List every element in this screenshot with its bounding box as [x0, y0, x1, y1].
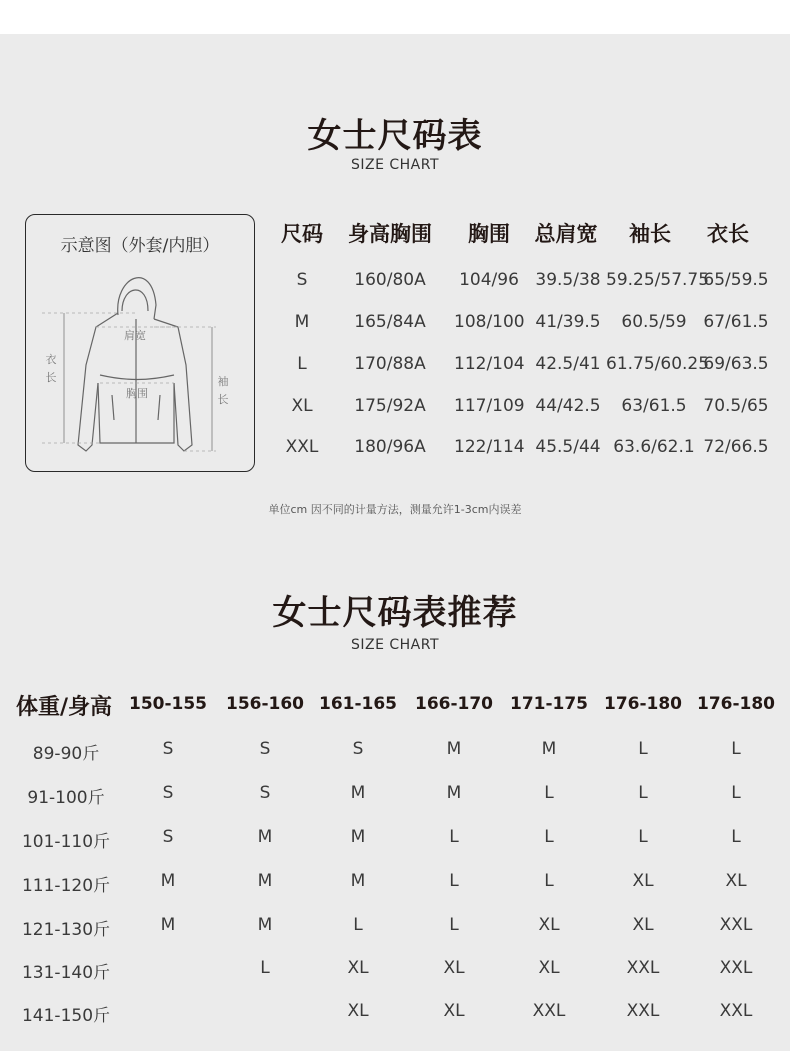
recommended-size-cell: XL [538, 958, 560, 978]
recommended-size-cell: L [638, 783, 648, 803]
sleeve-label: 袖长 [217, 375, 229, 406]
recommended-size-cell: S [162, 827, 174, 847]
weight-height-corner: 体重/身高 [15, 695, 113, 720]
size-cell-length: 67/61.5 [703, 312, 769, 332]
recommended-size-cell: M [257, 871, 273, 891]
size-cell-size: M [294, 312, 310, 332]
weight-range-label: 141-150斤 [21, 1006, 111, 1026]
size-cell-shoulder: 42.5/41 [535, 354, 601, 374]
height-range-header: 161-165 [318, 694, 398, 714]
recommended-size-cell: XXL [719, 958, 753, 978]
recommended-size-cell: M [257, 827, 273, 847]
size-cell-height-chest: 175/92A [354, 396, 426, 416]
size-cell-height-chest: 180/96A [354, 437, 426, 457]
recommended-size-cell: L [544, 871, 554, 891]
size-cell-chest: 117/109 [454, 396, 525, 416]
size-cell-chest: 112/104 [454, 354, 525, 374]
recommended-size-cell: XL [725, 871, 747, 891]
recommended-size-cell: XL [443, 1001, 465, 1021]
recommended-size-cell: S [162, 739, 174, 759]
recommended-size-cell: XXL [626, 958, 660, 978]
recommendation-subtitle: SIZE CHART [350, 637, 440, 653]
recommended-size-cell: XL [347, 1001, 369, 1021]
weight-range-label: 131-140斤 [21, 963, 111, 983]
weight-range-label: 121-130斤 [21, 920, 111, 940]
size-cell-height-chest: 160/80A [354, 270, 426, 290]
size-cell-sleeve: 60.5/59 [621, 312, 687, 332]
recommended-size-cell: XL [443, 958, 465, 978]
size-chart-title: 女士尺码表 [307, 116, 483, 156]
size-cell-height-chest: 165/84A [354, 312, 426, 332]
size-cell-sleeve: 59.25/57.75 [606, 270, 710, 290]
size-cell-chest: 104/96 [459, 270, 519, 290]
recommended-size-cell: M [541, 739, 557, 759]
chest-label: 胸围 [126, 387, 148, 400]
jacket-illustration [26, 215, 254, 471]
content-panel [0, 34, 790, 1051]
diagram-caption: 示意图（外套/内胆） [60, 236, 220, 256]
recommended-size-cell: L [638, 739, 648, 759]
size-cell-length: 70.5/65 [703, 396, 769, 416]
size-cell-sleeve: 63.6/62.1 [613, 437, 695, 457]
recommended-size-cell: XL [632, 915, 654, 935]
recommended-size-cell: M [446, 783, 462, 803]
recommended-size-cell: M [350, 783, 366, 803]
recommended-size-cell: L [353, 915, 363, 935]
recommended-size-cell: L [544, 827, 554, 847]
length-label: 衣长 [45, 353, 57, 384]
shoulder-label: 肩宽 [124, 329, 146, 342]
recommended-size-cell: XL [347, 958, 369, 978]
weight-range-label: 101-110斤 [21, 832, 111, 852]
height-range-header: 156-160 [225, 694, 305, 714]
recommended-size-cell: XL [538, 915, 560, 935]
recommended-size-cell: L [260, 958, 270, 978]
recommended-size-cell: S [259, 783, 271, 803]
header-chest: 胸围 [468, 222, 510, 246]
height-range-header: 166-170 [414, 694, 494, 714]
height-range-header: 171-175 [509, 694, 589, 714]
recommended-size-cell: XXL [719, 1001, 753, 1021]
recommended-size-cell: S [352, 739, 364, 759]
size-cell-size: XL [291, 396, 313, 416]
size-cell-shoulder: 44/42.5 [535, 396, 601, 416]
size-cell-length: 69/63.5 [703, 354, 769, 374]
recommended-size-cell: L [449, 915, 459, 935]
size-cell-sleeve: 61.75/60.25 [606, 354, 710, 374]
height-range-header: 176-180 [696, 694, 776, 714]
recommended-size-cell: S [162, 783, 174, 803]
size-cell-length: 65/59.5 [703, 270, 769, 290]
recommended-size-cell: L [544, 783, 554, 803]
size-cell-sleeve: 63/61.5 [621, 396, 687, 416]
size-cell-size: XXL [285, 437, 319, 457]
header-height-chest: 身高胸围 [348, 222, 432, 246]
weight-range-label: 91-100斤 [27, 788, 105, 808]
size-cell-height-chest: 170/88A [354, 354, 426, 374]
size-cell-size: L [297, 354, 307, 374]
recommended-size-cell: L [731, 827, 741, 847]
recommended-size-cell: L [449, 871, 459, 891]
recommended-size-cell: M [160, 871, 176, 891]
recommended-size-cell: M [350, 871, 366, 891]
size-cell-chest: 108/100 [454, 312, 525, 332]
recommended-size-cell: XL [632, 871, 654, 891]
recommended-size-cell: L [731, 783, 741, 803]
measurement-note: 单位cm 因不同的计量方法，测量允许1-3cm内误差 [268, 503, 522, 516]
jacket-diagram [25, 214, 255, 472]
header-sleeve: 袖长 [629, 222, 671, 246]
recommended-size-cell: XXL [719, 915, 753, 935]
recommended-size-cell: XXL [532, 1001, 566, 1021]
weight-range-label: 89-90斤 [32, 744, 100, 764]
size-chart-subtitle: SIZE CHART [350, 157, 440, 173]
height-range-header: 176-180 [603, 694, 683, 714]
size-cell-length: 72/66.5 [703, 437, 769, 457]
recommended-size-cell: M [446, 739, 462, 759]
size-cell-size: S [296, 270, 308, 290]
recommended-size-cell: L [638, 827, 648, 847]
weight-range-label: 111-120斤 [21, 876, 111, 896]
header-shoulder: 总肩宽 [534, 222, 598, 246]
size-cell-chest: 122/114 [454, 437, 525, 457]
size-cell-shoulder: 41/39.5 [535, 312, 601, 332]
recommendation-title: 女士尺码表推荐 [272, 593, 518, 633]
size-cell-shoulder: 39.5/38 [535, 270, 601, 290]
size-cell-shoulder: 45.5/44 [535, 437, 601, 457]
recommended-size-cell: M [350, 827, 366, 847]
recommended-size-cell: XXL [626, 1001, 660, 1021]
recommended-size-cell: L [731, 739, 741, 759]
header-size: 尺码 [281, 222, 323, 246]
recommended-size-cell: L [449, 827, 459, 847]
recommended-size-cell: M [257, 915, 273, 935]
height-range-header: 150-155 [128, 694, 208, 714]
recommended-size-cell: S [259, 739, 271, 759]
header-length: 衣长 [707, 222, 749, 246]
recommended-size-cell: M [160, 915, 176, 935]
